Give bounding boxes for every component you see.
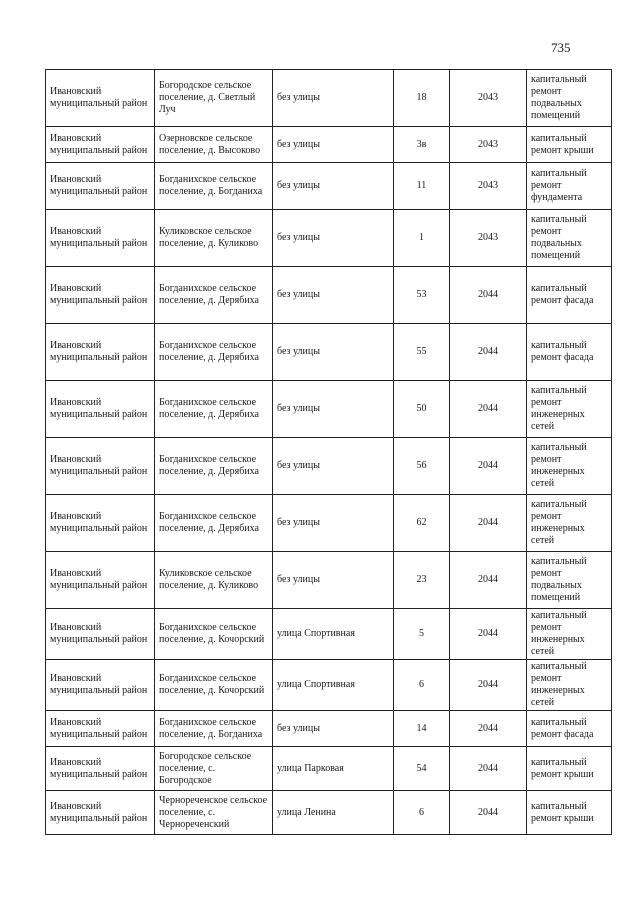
cell-settlement: Богородское сельское поселение, с. Богородское (155, 747, 273, 791)
cell-settlement: Богданихское сельское поселение, д. Кочорский (155, 609, 273, 660)
cell-work-type: капитальный ремонт подвальных помещений (527, 70, 612, 127)
cell-district: Ивановский муниципальный район (46, 267, 155, 324)
cell-street: улица Ленина (273, 791, 394, 835)
cell-street: без улицы (273, 495, 394, 552)
cell-house-number: 53 (394, 267, 450, 324)
cell-settlement: Богданихское сельское поселение, д. Дерябиха (155, 495, 273, 552)
cell-year: 2044 (450, 660, 527, 711)
cell-year: 2044 (450, 495, 527, 552)
cell-street: без улицы (273, 711, 394, 747)
cell-work-type: капитальный ремонт подвальных помещений (527, 552, 612, 609)
cell-street: улица Парковая (273, 747, 394, 791)
cell-house-number: 62 (394, 495, 450, 552)
cell-house-number: 5 (394, 609, 450, 660)
cell-district: Ивановский муниципальный район (46, 381, 155, 438)
cell-house-number: 50 (394, 381, 450, 438)
cell-street: без улицы (273, 163, 394, 210)
cell-settlement: Богданихское сельское поселение, д. Богданиха (155, 711, 273, 747)
table-body (46, 70, 612, 835)
table-row (46, 324, 612, 381)
cell-year: 2044 (450, 791, 527, 835)
cell-settlement: Богданихское сельское поселение, д. Кочорский (155, 660, 273, 711)
cell-house-number: 1 (394, 210, 450, 267)
cell-work-type: капитальный ремонт инженерных сетей (527, 609, 612, 660)
cell-work-type: капитальный ремонт фасада (527, 711, 612, 747)
cell-year: 2043 (450, 127, 527, 163)
cell-settlement: Богданихское сельское поселение, д. Дерябиха (155, 381, 273, 438)
cell-work-type: капитальный ремонт крыши (527, 127, 612, 163)
cell-work-type: капитальный ремонт инженерных сетей (527, 495, 612, 552)
table-row (46, 210, 612, 267)
cell-street: улица Спортивная (273, 609, 394, 660)
cell-street: без улицы (273, 438, 394, 495)
table-row (46, 747, 612, 791)
cell-work-type: капитальный ремонт инженерных сетей (527, 381, 612, 438)
table-row (46, 267, 612, 324)
cell-street: без улицы (273, 552, 394, 609)
cell-settlement: Куликовское сельское поселение, д. Куликово (155, 210, 273, 267)
cell-house-number: 23 (394, 552, 450, 609)
cell-settlement: Богданихское сельское поселение, д. Дерябиха (155, 324, 273, 381)
cell-district: Ивановский муниципальный район (46, 438, 155, 495)
cell-house-number: 18 (394, 70, 450, 127)
cell-year: 2044 (450, 267, 527, 324)
cell-district: Ивановский муниципальный район (46, 163, 155, 210)
cell-house-number: 56 (394, 438, 450, 495)
cell-house-number: 3в (394, 127, 450, 163)
cell-settlement: Озерновское сельское поселение, д. Высоково (155, 127, 273, 163)
table-row (46, 438, 612, 495)
cell-year: 2044 (450, 552, 527, 609)
page-number: 735 (551, 40, 571, 55)
cell-work-type: капитальный ремонт инженерных сетей (527, 438, 612, 495)
cell-house-number: 55 (394, 324, 450, 381)
cell-work-type: капитальный ремонт подвальных помещений (527, 210, 612, 267)
cell-street: без улицы (273, 324, 394, 381)
repair-schedule-table (45, 69, 612, 835)
cell-street: без улицы (273, 381, 394, 438)
table-row (46, 495, 612, 552)
cell-year: 2043 (450, 210, 527, 267)
cell-year: 2044 (450, 324, 527, 381)
cell-district: Ивановский муниципальный район (46, 711, 155, 747)
cell-district: Ивановский муниципальный район (46, 495, 155, 552)
cell-street: улица Спортивная (273, 660, 394, 711)
cell-house-number: 11 (394, 163, 450, 210)
cell-district: Ивановский муниципальный район (46, 609, 155, 660)
table-row (46, 609, 612, 660)
cell-house-number: 6 (394, 791, 450, 835)
table-row (46, 381, 612, 438)
table-row (46, 163, 612, 210)
cell-district: Ивановский муниципальный район (46, 747, 155, 791)
cell-house-number: 6 (394, 660, 450, 711)
table-row (46, 552, 612, 609)
table-row (46, 70, 612, 127)
cell-settlement: Богданихское сельское поселение, д. Дерябиха (155, 267, 273, 324)
cell-street: без улицы (273, 267, 394, 324)
cell-street: без улицы (273, 127, 394, 163)
cell-settlement: Куликовское сельское поселение, д. Куликово (155, 552, 273, 609)
cell-street: без улицы (273, 210, 394, 267)
table-row (46, 791, 612, 835)
cell-settlement: Богданихское сельское поселение, д. Дерябиха (155, 438, 273, 495)
cell-year: 2043 (450, 70, 527, 127)
cell-settlement: Чернореченское сельское поселение, с. Чернореченский (155, 791, 273, 835)
cell-work-type: капитальный ремонт крыши (527, 791, 612, 835)
cell-district: Ивановский муниципальный район (46, 660, 155, 711)
cell-work-type: капитальный ремонт фундамента (527, 163, 612, 210)
cell-year: 2044 (450, 747, 527, 791)
cell-house-number: 54 (394, 747, 450, 791)
table-row (46, 127, 612, 163)
cell-house-number: 14 (394, 711, 450, 747)
cell-year: 2044 (450, 381, 527, 438)
cell-work-type: капитальный ремонт фасада (527, 324, 612, 381)
cell-district: Ивановский муниципальный район (46, 791, 155, 835)
table-row (46, 711, 612, 747)
cell-district: Ивановский муниципальный район (46, 552, 155, 609)
cell-district: Ивановский муниципальный район (46, 70, 155, 127)
cell-district: Ивановский муниципальный район (46, 127, 155, 163)
cell-settlement: Богданихское сельское поселение, д. Богданиха (155, 163, 273, 210)
cell-work-type: капитальный ремонт фасада (527, 267, 612, 324)
cell-work-type: капитальный ремонт крыши (527, 747, 612, 791)
cell-year: 2043 (450, 163, 527, 210)
cell-settlement: Богородское сельское поселение, д. Светлый Луч (155, 70, 273, 127)
cell-street: без улицы (273, 70, 394, 127)
cell-year: 2044 (450, 711, 527, 747)
cell-district: Ивановский муниципальный район (46, 210, 155, 267)
cell-work-type: капитальный ремонт инженерных сетей (527, 660, 612, 711)
cell-year: 2044 (450, 438, 527, 495)
cell-year: 2044 (450, 609, 527, 660)
table-row (46, 660, 612, 711)
cell-district: Ивановский муниципальный район (46, 324, 155, 381)
